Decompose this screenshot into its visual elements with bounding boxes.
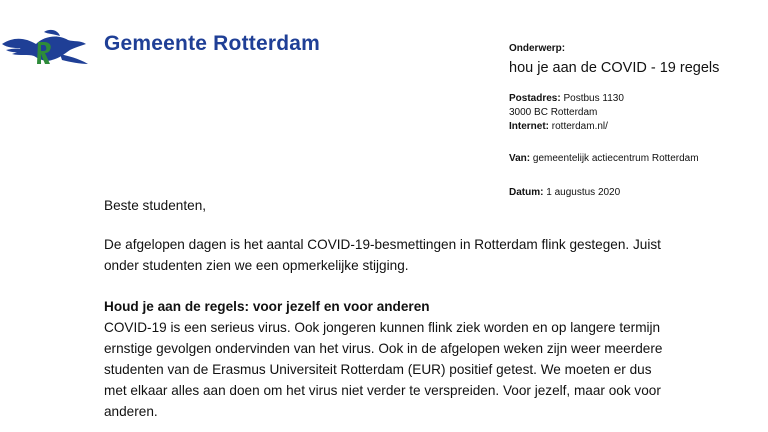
postal-city: 3000 BC Rotterdam (509, 107, 598, 118)
postal-label: Postadres: (509, 93, 561, 104)
paragraph-line: De afgelopen dagen is het aantal COVID-19-besmettingen in Rotterdam flink gestegen. Juist (104, 237, 661, 252)
date-label: Datum: (509, 187, 544, 198)
paragraph-intro (104, 234, 744, 276)
paragraph-line: met elkaar alles aan doen om het virus niet verder te verspreiden. Voor jezelf, maar ook voor (104, 383, 661, 398)
address-group (509, 92, 759, 134)
subject-label: Onderwerp: (509, 43, 566, 54)
from-label: Van: (509, 153, 531, 164)
from-value: gemeentelijk actiecentrum Rotterdam (532, 153, 699, 164)
subject-value: hou je aan de COVID - 19 regels (509, 60, 720, 76)
organization-name: Gemeente Rotterdam (104, 32, 320, 55)
postal-value: Postbus 1130 (563, 93, 624, 104)
internet-label: Internet: (509, 121, 549, 132)
letter-meta (509, 42, 759, 200)
paragraph-line: studenten van de Erasmus Universiteit Rotterdam (EUR) positief getest. We moeten er dus (104, 362, 652, 377)
postal-line (509, 92, 759, 106)
paragraph-rules (104, 317, 744, 422)
from-line (509, 152, 759, 166)
salutation: Beste studenten, (104, 198, 207, 213)
paragraph-line: COVID-19 is een serieus virus. Ook jongeren kunnen flink ziek worden en op langere termijn (104, 320, 661, 335)
paragraph-line: anderen. (104, 404, 158, 419)
rotterdam-lion-logo-icon (0, 24, 92, 74)
date-value: 1 augustus 2020 (546, 187, 621, 198)
paragraph-line: onder studenten zien we een opmerkelijke stijging. (104, 258, 409, 273)
section-heading: Houd je aan de regels: voor jezelf en voor anderen (104, 299, 430, 314)
internet-link[interactable]: rotterdam.nl/ (551, 121, 608, 132)
logo-block (0, 24, 92, 74)
paragraph-line: ernstige gevolgen ondervinden van het virus. Ook in de afgelopen weken zijn weer meerdere (104, 341, 663, 356)
internet-line (509, 120, 759, 134)
